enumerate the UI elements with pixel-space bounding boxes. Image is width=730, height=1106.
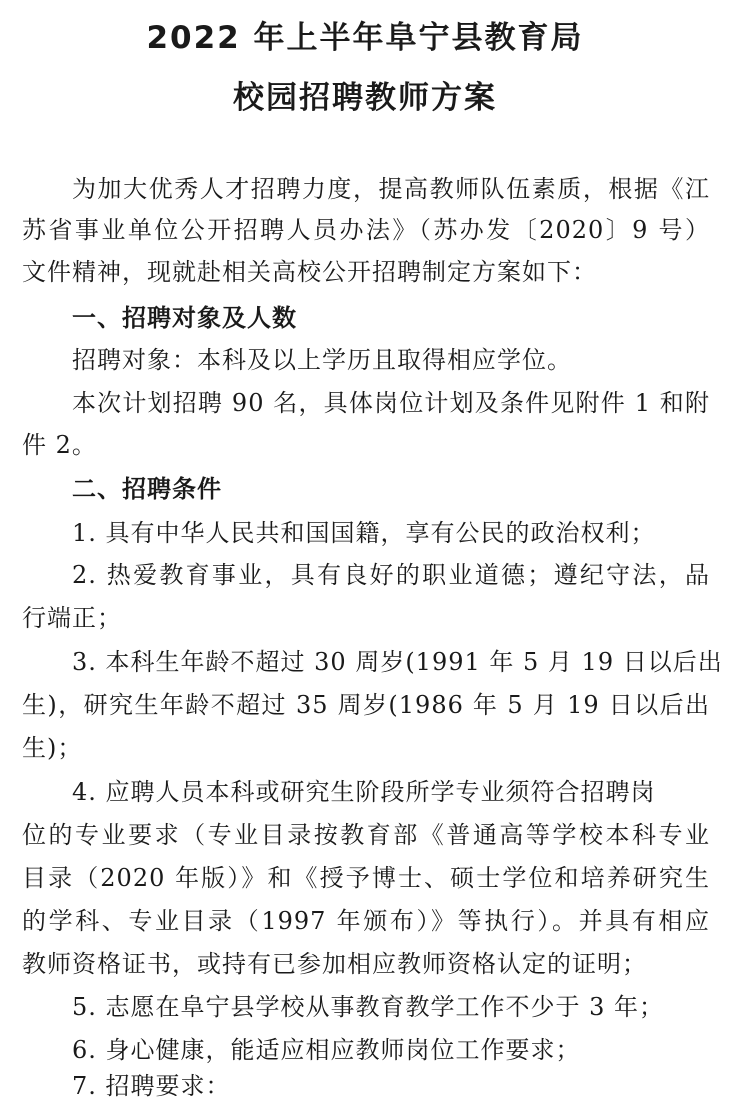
document-title-line-1: 2022 年上半年阜宁县教育局 xyxy=(146,20,584,56)
condition-3-line-2: 生)，研究生年龄不超过 35 周岁(1986 年 5 月 19 日以后出 xyxy=(22,691,710,719)
intro-line-1: 为加大优秀人才招聘力度，提高教师队伍素质，根据《江 xyxy=(72,175,710,203)
condition-3-line-3: 生)； xyxy=(22,734,83,762)
condition-6: 6. 身心健康，能适应相应教师岗位工作要求； xyxy=(72,1036,581,1064)
condition-4-line-4: 的学科、专业目录（1997 年颁布）》等执行）。并具有相应 xyxy=(22,907,710,935)
recruitment-target: 招聘对象：本科及以上学历且取得相应学位。 xyxy=(72,346,572,374)
section-1-heading: 一、招聘对象及人数 xyxy=(72,304,297,332)
condition-4-line-5: 教师资格证书，或持有已参加相应教师资格认定的证明； xyxy=(22,950,647,978)
recruitment-plan-line-1: 本次计划招聘 90 名，具体岗位计划及条件见附件 1 和附 xyxy=(72,389,710,417)
section-2-heading: 二、招聘条件 xyxy=(72,475,222,503)
condition-4-line-1: 4. 应聘人员本科或研究生阶段所学专业须符合招聘岗 xyxy=(72,778,656,806)
document-title-line-2: 校园招聘教师方案 xyxy=(233,80,497,116)
condition-3-line-1: 3. 本科生年龄不超过 30 周岁(1991 年 5 月 19 日以后出 xyxy=(72,648,723,676)
condition-4-line-2: 位的专业要求（专业目录按教育部《普通高等学校本科专业 xyxy=(22,821,710,849)
condition-4-line-3: 目录（2020 年版）》和《授予博士、硕士学位和培养研究生 xyxy=(22,864,710,892)
condition-5: 5. 志愿在阜宁县学校从事教育教学工作不少于 3 年； xyxy=(72,993,665,1021)
condition-2-line-2: 行端正； xyxy=(22,604,122,632)
condition-1: 1. 具有中华人民共和国国籍，享有公民的政治权利； xyxy=(72,519,656,547)
intro-line-3: 文件精神，现就赴相关高校公开招聘制定方案如下： xyxy=(22,258,597,286)
recruitment-plan-line-2: 件 2。 xyxy=(22,431,97,459)
condition-2-line-1: 2. 热爱教育事业，具有良好的职业道德；遵纪守法，品 xyxy=(72,561,710,589)
condition-7: 7. 招聘要求： xyxy=(72,1072,231,1100)
intro-line-2: 苏省事业单位公开招聘人员办法》（苏办发〔2020〕9 号） xyxy=(22,216,710,244)
